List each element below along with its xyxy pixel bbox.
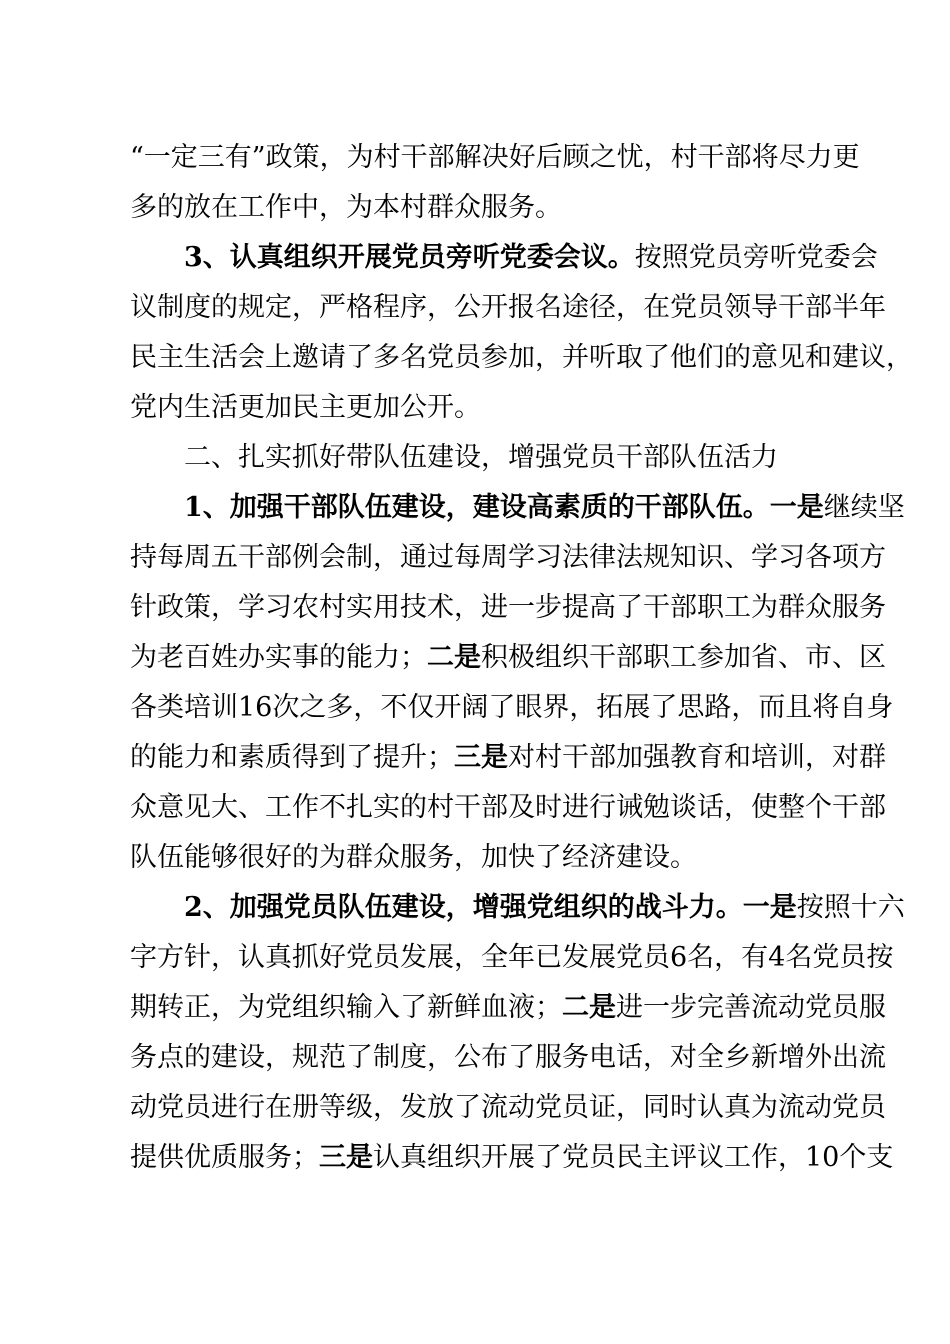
text-line: 提供优质服务；三是认真组织开展了党员民主评议工作，10个支 (130, 1142, 894, 1173)
text-line: 字方针，认真抓好党员发展，全年已发展党员6名，有4名党员按 (130, 942, 894, 973)
bold-marker: 三是 (454, 742, 508, 773)
text-line: 为老百姓办实事的能力；二是积极组织干部职工参加省、市、区 (130, 642, 886, 673)
bold-marker: 三是 (319, 1142, 373, 1173)
bold-marker: 二是 (427, 642, 481, 673)
text-line: 务点的建设，规范了制度，公布了服务电话，对全乡新增外出流 (130, 1042, 886, 1073)
text-line: 队伍能够很好的为群众服务，加快了经济建设。 (130, 842, 697, 873)
bold-marker: 二是 (562, 992, 616, 1023)
text-line: 持每周五干部例会制，通过每周学习法律法规知识、学习各项方 (130, 542, 886, 573)
text-line: 的能力和素质得到了提升；三是对村干部加强教育和培训，对群 (130, 742, 886, 773)
bold-heading: 3、认真组织开展党员旁听党委会议。 (184, 242, 635, 273)
section-heading-line: 2、加强党员队伍建设，增强党组织的战斗力。一是按照十六 (184, 892, 905, 923)
text-line: 多的放在工作中，为本村群众服务。 (130, 192, 562, 223)
section-title: 二、扎实抓好带队伍建设，增强党员干部队伍活力 (184, 442, 778, 473)
section-heading-line: 1、加强干部队伍建设，建设高素质的干部队伍。一是继续坚 (184, 492, 905, 523)
text-line: 议制度的规定，严格程序，公开报名途径，在党员领导干部半年 (130, 292, 886, 323)
text-line: 针政策，学习农村实用技术，进一步提高了干部职工为群众服务 (130, 592, 886, 623)
text-line: 党内生活更加民主更加公开。 (130, 392, 481, 423)
text-line: 动党员进行在册等级，发放了流动党员证，同时认真为流动党员 (130, 1092, 886, 1123)
text-line: 众意见大、工作不扎实的村干部及时进行诫勉谈话，使整个干部 (130, 792, 886, 823)
text-line: “一定三有”政策，为村干部解决好后顾之忧，村干部将尽力更 (130, 142, 860, 173)
bold-heading: 2、加强党员队伍建设，增强党组织的战斗力。一是 (184, 892, 797, 923)
bold-heading: 1、加强干部队伍建设，建设高素质的干部队伍。一是 (184, 492, 824, 523)
text-line: 期转正，为党组织输入了新鲜血液；二是进一步完善流动党员服 (130, 992, 886, 1023)
text-line: 民主生活会上邀请了多名党员参加，并听取了他们的意见和建议， (130, 342, 913, 373)
text-line: 各类培训16次之多，不仅开阔了眼界，拓展了思路，而且将自身 (130, 692, 894, 723)
section-heading-line: 3、认真组织开展党员旁听党委会议。按照党员旁听党委会 (184, 242, 878, 273)
